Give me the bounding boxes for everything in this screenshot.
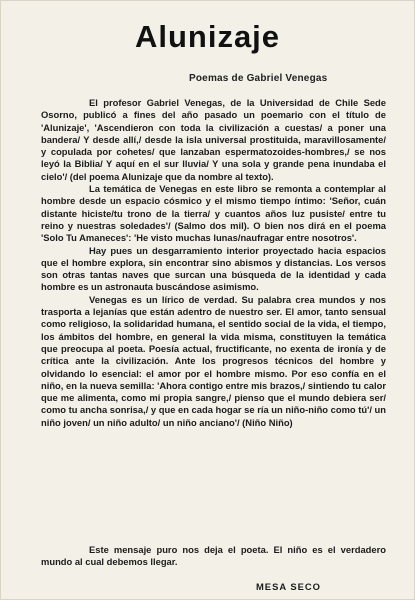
paragraph-3: Hay pues un desgarramiento interior proyectado hacia espacios que el hombre explora, sin encontrar sino abismos y distancias. Los versos son otras tantas naves que surcan una búsqueda de la identidad y cada hombre es un astronauta buscándose asimismo. [41,244,386,293]
article-title: Alunizaje [134,19,281,54]
paragraph-4: Venegas es un lírico de verdad. Su palabra crea mundos y nos trasporta a lejanías que están adentro de nuestro ser. El amor, tanto sensual como religioso, la solidaridad humana, el sentido social de la vida, el tiempo, los ámbitos del hombre, en general la vida misma, constituyen la temática que preocupa al poeta. Poesía actual, fructificante, no exenta de ironía y de crítica ante la civilización. Ante los progresos técnicos del hombre y olvidando lo esencial: el amor por el hombre mismo. Por eso confía en el niño, en la nueva semilla: 'Ahora contigo entre mis brazos,/ sintiendo tu calor que me alimenta, como mi propia sangre,/ pienso que el mundo debiera ser/ como tu ancha sonrisa,/ y que en cada hogar se ría un niño-niño como tú'/ un niño joven/ un niño adulto/ un niño anciano'/ (Niño Niño) [41,293,387,428]
paragraph-1: El profesor Gabriel Venegas, de la Universidad de Chile Sede Osorno, publicó a fines del año pasado un poemario con el título de 'Alunizaje', 'Ascendieron con toda la civilización a cuestas/ a poner una bandera/ Y desde allí,/ desde la isla universal prostituida, maravillosamente/ y copulada por cohetes/ que lanzaban espermatozoides-hombres,/ se nos leyó la Biblia/ Y aquí en el sur lluvia/ Y una sola y grande pena inundaba el cielo'/ (del poema Alunizaje que da nombre al texto). [41,97,386,182]
author-signature: MESA SECO [256,581,321,592]
paragraph-2: La temática de Venegas en este libro se remonta a contemplar al hombre desde un espacio cósmico y el mismo tiempo íntimo: 'Señor, cuán distante hiciste/tu trono de la tierra/ y cuantos años luz pusiste/ entre tu reino y nuestras soledades'/ (Salmo dos mil). O bien nos dirá en el poema 'Solo Tu Amaneces': 'He visto muchas lunas/naufragar entre nosotros'. [41,183,386,244]
closing-paragraph: Este mensaje puro nos deja el poeta. El niño es el verdadero mundo al cual debemos llegar. [41,544,386,568]
article-subtitle: Poemas de Gabriel Venegas [189,73,328,84]
article-body [41,97,386,429]
closing-section [41,544,386,569]
